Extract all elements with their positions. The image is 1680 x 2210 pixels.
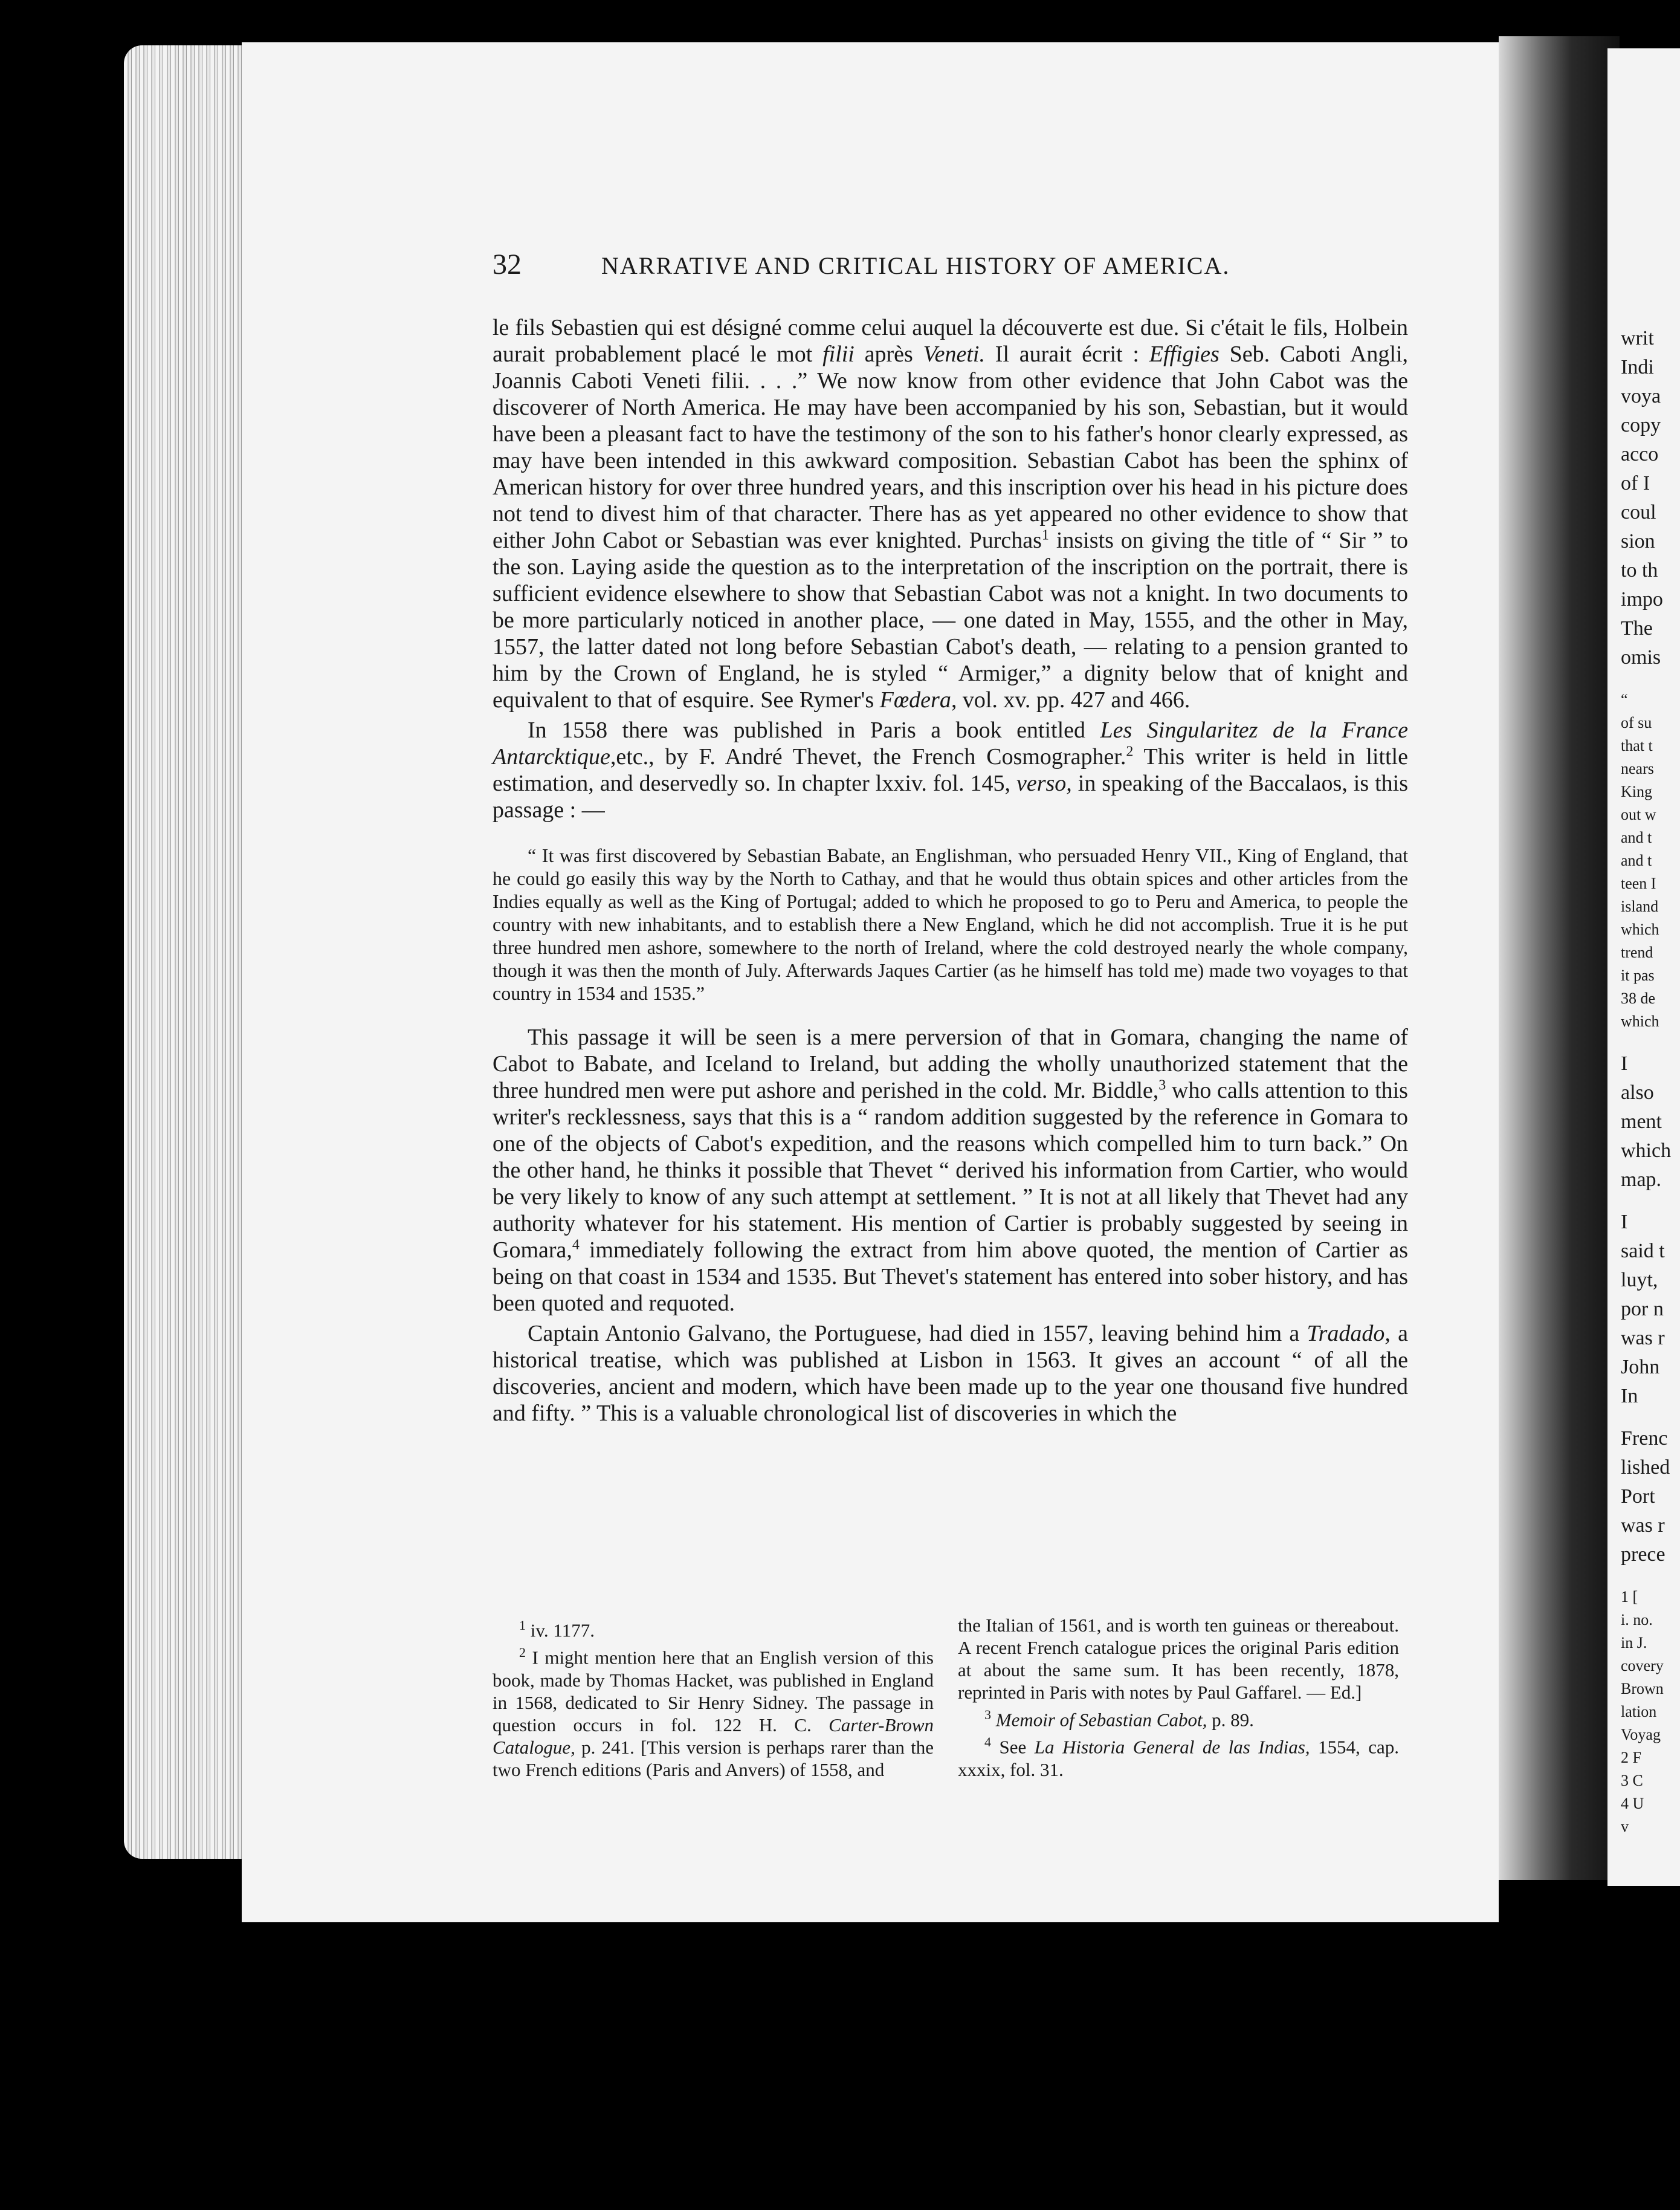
facing-page-line: teen I	[1621, 875, 1656, 892]
facing-page-line: nears	[1621, 760, 1654, 777]
facing-page-line: Indi	[1621, 356, 1654, 378]
footnote-1: $^1$ iv. 1177.	[519, 1618, 595, 1641]
footnote-2-continued: the Italian of 1561, and is worth ten guineas or thereabout. A recent French catalogue prices the original Paris edition at about the same sum. It has been recently, 1878, reprinted in Paris with notes by Paul Gaffarel. — Ed.]	[958, 1615, 1399, 1703]
facing-page-line: and t	[1621, 852, 1652, 869]
facing-page-line: it pas	[1621, 967, 1655, 984]
footnote-2: $^2$ I might mention here that an English version of this book, made by Thomas Hacket, was published in England in 1568, dedicated to Sir Henry Sidney. The passage in question occurs in fol. 122 H. C. Carter-Brown Catalogue, p. 241. [This version is perhaps rarer than the two French editions (Paris and Anvers) of 1558, and	[493, 1645, 934, 1780]
book-gutter	[1499, 36, 1620, 1880]
facing-page-line: 3 C	[1621, 1772, 1643, 1789]
facing-page-line: impo	[1621, 588, 1663, 611]
facing-page-line: lation	[1621, 1703, 1657, 1720]
facing-page-line: voya	[1621, 385, 1661, 407]
facing-page-line: por n	[1621, 1298, 1664, 1320]
facing-page-line: v	[1621, 1818, 1629, 1835]
footnote-3: $^3$ Memoir of Sebastian Cabot, p. 89.	[984, 1707, 1254, 1731]
page-number: 32	[493, 248, 522, 280]
facing-page-line: King	[1621, 783, 1652, 800]
facing-page-line: copy	[1621, 414, 1661, 436]
facing-page-line: 4 U	[1621, 1795, 1644, 1812]
facing-page-line: of I	[1621, 472, 1650, 494]
paragraph-2: In 1558 there was published in Paris a book entitled Les Singularitez de la France Antarcktique,etc., by F. André Thevet, the French Cosmographer.$^2$ This writer is held in little estimation, and deservedly so. In chapter lxxiv. fol. 145, verso, in speaking of the Baccalaos, is this passage : —	[493, 718, 1408, 823]
facing-page-line: which	[1621, 1139, 1672, 1162]
facing-page-line: acco	[1621, 443, 1659, 465]
facing-page-line: which	[1621, 921, 1659, 938]
facing-page-line: omis	[1621, 646, 1661, 669]
block-quote: “ It was first discovered by Sebastian Babate, an Englishman, who persuaded Henry VII., King of England, that he could go easily this way by the North to Cathay, and that he would thus obtain spices and other articles from the Indies equally as well as the King of Portugal; added to which he proposed to go to Peru and America, to people the country with new inhabitants, and to establish there a New England, which he did not accomplish. True it is he put three hundred men ashore, somewhere to the north of Ireland, where the cold destroyed nearly the whole company, though it was then the month of July. Afterwards Jaques Cartier (as he himself has told me) made two voyages to that country in 1534 and 1535.”	[493, 844, 1408, 1004]
facing-page-line: was r	[1621, 1327, 1665, 1349]
facing-page-line: island	[1621, 898, 1659, 915]
facing-page-line: Frenc	[1621, 1427, 1668, 1450]
facing-page-line: lished	[1621, 1456, 1670, 1479]
facing-page-line: was r	[1621, 1514, 1665, 1537]
facing-page-line: luyt,	[1621, 1269, 1658, 1291]
facing-page-line: In	[1621, 1385, 1638, 1407]
paragraph-3: This passage it will be seen is a mere perversion of that in Gomara, changing the name of Cabot to Babate, and Iceland to Ireland, but adding the wholly unauthorized statement that the three hundred men were put ashore and perished in the cold. Mr. Biddle,$^3$ who calls attention to this writer's recklessness, says that this is a “ random addition suggested by the reference in Gomara to one of the objects of Cabot's expedition, and the reasons which compelled him to turn back.” On the other hand, he thinks it possible that Thevet “ derived his information from Cartier, who would be very likely to know of any such attempt at settlement. ” It is not at all likely that Thevet had any authority whatever for his statement. His mention of Cartier is probably suggested by seeing in Gomara,$^4$ immediately following the extract from him above quoted, the mention of Cartier as being on that coast in 1534 and 1535. But Thevet's statement has entered into sober history, and has been quoted and requoted.	[493, 1025, 1408, 1316]
facing-page-line: and t	[1621, 829, 1652, 846]
facing-page-line: prece	[1621, 1543, 1665, 1566]
facing-page-line: I	[1621, 1211, 1628, 1233]
facing-page-line: sion	[1621, 530, 1655, 552]
facing-page-line: to th	[1621, 559, 1658, 582]
facing-page-line: 38 de	[1621, 990, 1656, 1007]
footnotes-left-column	[493, 1614, 934, 1781]
facing-page-line: Port	[1621, 1485, 1655, 1508]
facing-page-line: coul	[1621, 501, 1656, 523]
facing-page-line: I	[1621, 1052, 1628, 1075]
book-page-edges	[124, 45, 257, 1859]
facing-page-line: in J.	[1621, 1634, 1647, 1651]
facing-page-line: 2 F	[1621, 1749, 1641, 1766]
facing-page-line: trend	[1621, 944, 1653, 961]
facing-page-line: that t	[1621, 737, 1653, 754]
facing-page-line: covery	[1621, 1657, 1664, 1674]
facing-page-line: Brown	[1621, 1680, 1664, 1697]
facing-page-line: of su	[1621, 714, 1652, 731]
facing-page-line: “	[1621, 691, 1628, 708]
facing-page-line: writ	[1621, 327, 1654, 349]
paragraph-4: Captain Antonio Galvano, the Portuguese, had died in 1557, leaving behind him a Tradado, a historical treatise, which was published at Lisbon in 1563. It gives an account “ of all the discoveries, ancient and modern, which have been made up to the year one thousand five hundred and fifty. ” This is a valuable chronological list of discoveries in which the	[493, 1321, 1408, 1426]
footnotes	[493, 1614, 1408, 1780]
footnote-4: $^4$ See La Historia General de las Indias, 1554, cap. xxxix, fol. 31.	[958, 1734, 1399, 1780]
facing-page-line: The	[1621, 617, 1653, 640]
main-text	[493, 314, 1408, 1427]
footnotes-right-column	[958, 1614, 1399, 1781]
page-header	[493, 248, 1447, 284]
facing-page-line: also	[1621, 1081, 1654, 1104]
facing-page-line: Voyag	[1621, 1726, 1661, 1743]
facing-page-line: said t	[1621, 1240, 1665, 1262]
facing-page-line: map.	[1621, 1168, 1662, 1191]
running-title: NARRATIVE AND CRITICAL HISTORY OF AMERICA.	[601, 252, 1230, 279]
facing-page-line: i. no.	[1621, 1611, 1653, 1628]
facing-page	[1607, 48, 1680, 1886]
facing-page-line: which	[1621, 1013, 1659, 1030]
facing-page-line: out w	[1621, 806, 1656, 823]
facing-page-line: 1 [	[1621, 1588, 1638, 1606]
facing-page-line: John	[1621, 1356, 1660, 1378]
facing-page-line: ment	[1621, 1110, 1662, 1133]
paragraph-1: le fils Sebastien qui est désigné comme celui auquel la découverte est due. Si c'était le fils, Holbein aurait probablement placé le mot filii après Veneti. Il aurait écrit : Effigies Seb. Caboti Angli, Joannis Caboti Veneti filii. . . .” We now know from other evidence that John Cabot was the discoverer of North America. He may have been accompanied by his son, Sebastian, but it would have been a pleasant fact to have the testimony of the son to his father's honor clearly expressed, as may have been intended in this awkward composition. Sebastian Cabot has been the sphinx of American history for over three hundred years, and this inscription over his head in his picture does not tend to divest him of that character. There has as yet appeared no other evidence to show that either John Cabot or Sebastian was ever knighted. Purchas$^1$ insists on giving the title of “ Sir ” to the son. Laying aside the question as to the interpretation of the inscription on the portrait, there is sufficient evidence elsewhere to show that Sebastian Cabot was not a knight. In two documents to be more particularly noticed in another place, — one dated in May, 1555, and the other in May, 1557, the latter dated not long before Sebastian Cabot's death, — relating to a pension granted to him by the Crown of England, he is styled “ Armiger,” a dignity below that of knight and equivalent to that of esquire. See Rymer's Fœdera, vol. xv. pp. 427 and 466.	[493, 315, 1409, 713]
